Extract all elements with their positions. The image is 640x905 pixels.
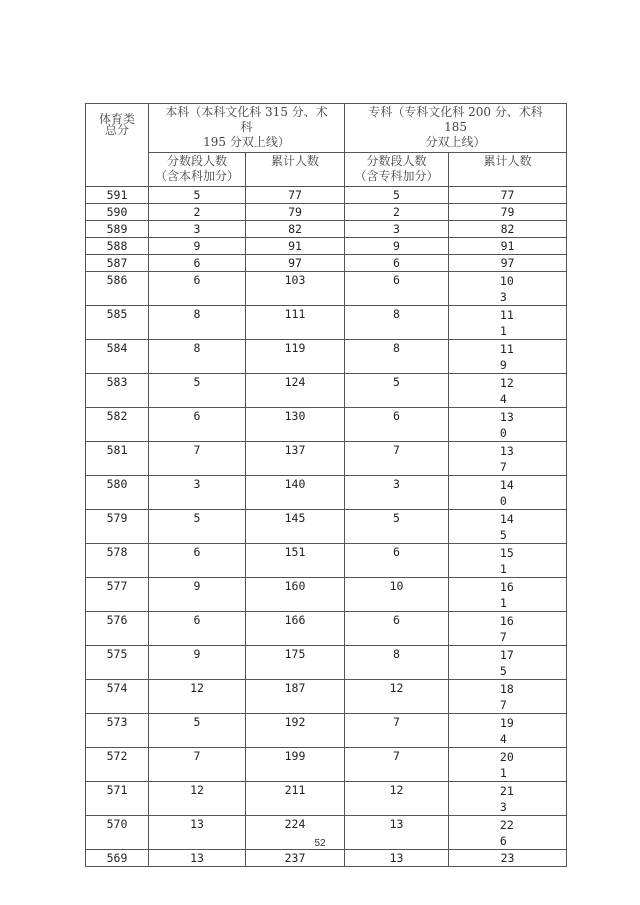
zhuanke-cumulative-value: 167 [499, 614, 514, 644]
zhuanke-count-cell: 6 [345, 612, 449, 646]
zhuanke-cumulative-cell [449, 578, 567, 612]
benke-count-cell: 9 [149, 646, 246, 680]
zhuanke-cumulative-cell [449, 782, 567, 816]
score-cell: 590 [86, 204, 149, 221]
score-cell: 580 [86, 476, 149, 510]
benke-cumulative-cell: 82 [246, 221, 345, 238]
table-row [86, 255, 567, 272]
benke-count-cell: 6 [149, 408, 246, 442]
total-score-header-label: 体育类总分 [99, 112, 136, 137]
zhuanke-cumulative-value: 201 [499, 750, 514, 780]
zhuanke-count-cell: 8 [345, 306, 449, 340]
benke-cumulative-cell: 91 [246, 238, 345, 255]
benke-cumulative-cell: 130 [246, 408, 345, 442]
benke-count-cell: 6 [149, 544, 246, 578]
zhuanke-cumulative-cell: 91 [449, 238, 567, 255]
table-row [86, 850, 567, 867]
benke-count-cell: 3 [149, 221, 246, 238]
table-row [86, 374, 567, 408]
zhuanke-cumulative-value: 111 [499, 308, 514, 338]
benke-cumulative-cell: 187 [246, 680, 345, 714]
score-cell: 584 [86, 340, 149, 374]
zhuanke-cumulative-header: 累计人数 [449, 153, 567, 187]
zhuanke-cumulative-cell [449, 510, 567, 544]
table-row [86, 646, 567, 680]
table-row [86, 221, 567, 238]
score-distribution-table [85, 103, 567, 867]
zhuanke-cumulative-value: 175 [499, 648, 514, 678]
table-row [86, 408, 567, 442]
zhuanke-count-cell: 7 [345, 714, 449, 748]
zhuanke-cumulative-value: 103 [499, 274, 514, 304]
zhuanke-count-cell: 6 [345, 272, 449, 306]
zhuanke-cumulative-cell: 79 [449, 204, 567, 221]
score-cell: 579 [86, 510, 149, 544]
benke-cumulative-cell: 199 [246, 748, 345, 782]
zhuanke-count-cell: 13 [345, 850, 449, 867]
zhuanke-cumulative-cell [449, 714, 567, 748]
benke-count-cell: 5 [149, 374, 246, 408]
benke-cumulative-cell: 140 [246, 476, 345, 510]
score-cell: 591 [86, 187, 149, 204]
table-row [86, 578, 567, 612]
benke-cumulative-header: 累计人数 [246, 153, 345, 187]
benke-header-line-3: 195 分双上线） [203, 135, 290, 149]
page-number: 52 [314, 838, 326, 849]
zhuanke-cumulative-value: 130 [499, 410, 514, 440]
score-cell: 572 [86, 748, 149, 782]
benke-cumulative-cell: 97 [246, 255, 345, 272]
benke-count-cell: 5 [149, 510, 246, 544]
zhuanke-cumulative-value: 213 [499, 784, 514, 814]
benke-count-cell: 12 [149, 782, 246, 816]
zhuanke-cumulative-cell [449, 646, 567, 680]
score-cell: 582 [86, 408, 149, 442]
zhuanke-cumulative-value: 124 [499, 376, 514, 406]
zhuanke-cumulative-value: 119 [499, 342, 514, 372]
table-row [86, 340, 567, 374]
zhuanke-cumulative-value: 151 [499, 546, 514, 576]
benke-segment-header-line-2: （含本科加分） [154, 169, 239, 183]
benke-count-cell: 7 [149, 748, 246, 782]
benke-cumulative-cell: 137 [246, 442, 345, 476]
table-row [86, 714, 567, 748]
zhuanke-count-cell: 7 [345, 748, 449, 782]
zhuanke-cumulative-cell [449, 306, 567, 340]
benke-cumulative-cell: 166 [246, 612, 345, 646]
total-score-header [86, 104, 149, 187]
zhuanke-cumulative-cell [449, 476, 567, 510]
benke-count-cell: 6 [149, 612, 246, 646]
benke-count-cell: 6 [149, 255, 246, 272]
table-row [86, 680, 567, 714]
score-cell: 576 [86, 612, 149, 646]
benke-cumulative-cell: 124 [246, 374, 345, 408]
zhuanke-cumulative-cell: 23 [449, 850, 567, 867]
zhuanke-count-cell: 8 [345, 646, 449, 680]
zhuanke-cumulative-cell [449, 340, 567, 374]
benke-cumulative-cell: 160 [246, 578, 345, 612]
zhuanke-count-cell: 6 [345, 544, 449, 578]
score-cell: 586 [86, 272, 149, 306]
zhuanke-cumulative-value: 187 [499, 682, 514, 712]
benke-cumulative-cell: 119 [246, 340, 345, 374]
zhuanke-count-cell: 5 [345, 187, 449, 204]
benke-cumulative-cell: 175 [246, 646, 345, 680]
score-cell: 574 [86, 680, 149, 714]
zhuanke-group-header [345, 104, 567, 153]
zhuanke-cumulative-cell [449, 680, 567, 714]
zhuanke-count-cell: 3 [345, 221, 449, 238]
zhuanke-cumulative-value: 137 [499, 444, 514, 474]
benke-segment-header-line-1: 分数段人数 [166, 154, 227, 168]
table-row [86, 544, 567, 578]
zhuanke-cumulative-cell [449, 612, 567, 646]
header-row-2 [86, 153, 567, 187]
benke-header-line-1: 本科（本科文化科 315 分、术 [165, 105, 328, 119]
zhuanke-header-line-3: 分双上线） [425, 135, 486, 149]
zhuanke-cumulative-cell: 97 [449, 255, 567, 272]
benke-count-cell: 9 [149, 578, 246, 612]
table-row [86, 612, 567, 646]
table-row [86, 204, 567, 221]
table-row [86, 748, 567, 782]
table-row [86, 510, 567, 544]
zhuanke-cumulative-cell [449, 272, 567, 306]
score-cell: 573 [86, 714, 149, 748]
zhuanke-segment-header-line-2: （含专科加分） [354, 169, 439, 183]
zhuanke-count-cell: 5 [345, 374, 449, 408]
table-row [86, 782, 567, 816]
zhuanke-cumulative-cell [449, 408, 567, 442]
zhuanke-count-cell: 5 [345, 510, 449, 544]
benke-count-cell: 12 [149, 680, 246, 714]
benke-count-cell: 13 [149, 850, 246, 867]
benke-count-cell: 9 [149, 238, 246, 255]
benke-count-cell: 7 [149, 442, 246, 476]
zhuanke-count-cell: 6 [345, 255, 449, 272]
zhuanke-count-cell: 10 [345, 578, 449, 612]
benke-cumulative-cell: 224 [246, 816, 345, 850]
table-row [86, 476, 567, 510]
benke-cumulative-cell: 103 [246, 272, 345, 306]
score-cell: 577 [86, 578, 149, 612]
zhuanke-cumulative-cell [449, 544, 567, 578]
table-row [86, 306, 567, 340]
benke-header-line-2: 科 [240, 120, 253, 134]
score-cell: 581 [86, 442, 149, 476]
zhuanke-count-cell: 7 [345, 442, 449, 476]
zhuanke-header-line-1: 专科（专科文化科 200 分、术科 [368, 105, 543, 119]
zhuanke-header-line-2: 185 [444, 120, 467, 134]
benke-cumulative-cell: 77 [246, 187, 345, 204]
zhuanke-cumulative-cell: 82 [449, 221, 567, 238]
zhuanke-count-cell: 6 [345, 408, 449, 442]
zhuanke-cumulative-cell [449, 374, 567, 408]
benke-cumulative-cell: 151 [246, 544, 345, 578]
header-row-1 [86, 104, 567, 153]
zhuanke-cumulative-value: 140 [499, 478, 514, 508]
zhuanke-count-cell: 13 [345, 816, 449, 850]
score-cell: 571 [86, 782, 149, 816]
score-cell: 575 [86, 646, 149, 680]
table-row [86, 238, 567, 255]
zhuanke-cumulative-cell [449, 748, 567, 782]
score-cell: 569 [86, 850, 149, 867]
score-cell: 583 [86, 374, 149, 408]
table-row [86, 442, 567, 476]
score-cell: 589 [86, 221, 149, 238]
benke-count-cell: 8 [149, 340, 246, 374]
zhuanke-cumulative-value: 226 [499, 818, 514, 848]
benke-count-cell: 2 [149, 204, 246, 221]
score-cell: 587 [86, 255, 149, 272]
benke-count-cell: 8 [149, 306, 246, 340]
zhuanke-segment-header [345, 153, 449, 187]
benke-segment-header [149, 153, 246, 187]
benke-group-header [149, 104, 345, 153]
benke-count-cell: 13 [149, 816, 246, 850]
zhuanke-count-cell: 12 [345, 782, 449, 816]
zhuanke-count-cell: 8 [345, 340, 449, 374]
benke-count-cell: 5 [149, 187, 246, 204]
benke-count-cell: 5 [149, 714, 246, 748]
benke-cumulative-cell: 237 [246, 850, 345, 867]
benke-cumulative-cell: 111 [246, 306, 345, 340]
zhuanke-cumulative-value: 145 [499, 512, 514, 542]
score-cell: 585 [86, 306, 149, 340]
benke-cumulative-cell: 79 [246, 204, 345, 221]
zhuanke-count-cell: 2 [345, 204, 449, 221]
score-cell: 578 [86, 544, 149, 578]
score-cell: 588 [86, 238, 149, 255]
benke-count-cell: 3 [149, 476, 246, 510]
benke-count-cell: 6 [149, 272, 246, 306]
score-cell: 570 [86, 816, 149, 850]
zhuanke-cumulative-value: 161 [499, 580, 514, 610]
zhuanke-cumulative-cell [449, 442, 567, 476]
table-body [86, 187, 567, 867]
zhuanke-count-cell: 12 [345, 680, 449, 714]
zhuanke-count-cell: 3 [345, 476, 449, 510]
zhuanke-segment-header-line-1: 分数段人数 [366, 154, 427, 168]
table-row [86, 272, 567, 306]
benke-cumulative-cell: 211 [246, 782, 345, 816]
zhuanke-count-cell: 9 [345, 238, 449, 255]
zhuanke-cumulative-value: 194 [499, 716, 514, 746]
zhuanke-cumulative-cell: 77 [449, 187, 567, 204]
benke-cumulative-cell: 145 [246, 510, 345, 544]
benke-cumulative-cell: 192 [246, 714, 345, 748]
table-row [86, 187, 567, 204]
